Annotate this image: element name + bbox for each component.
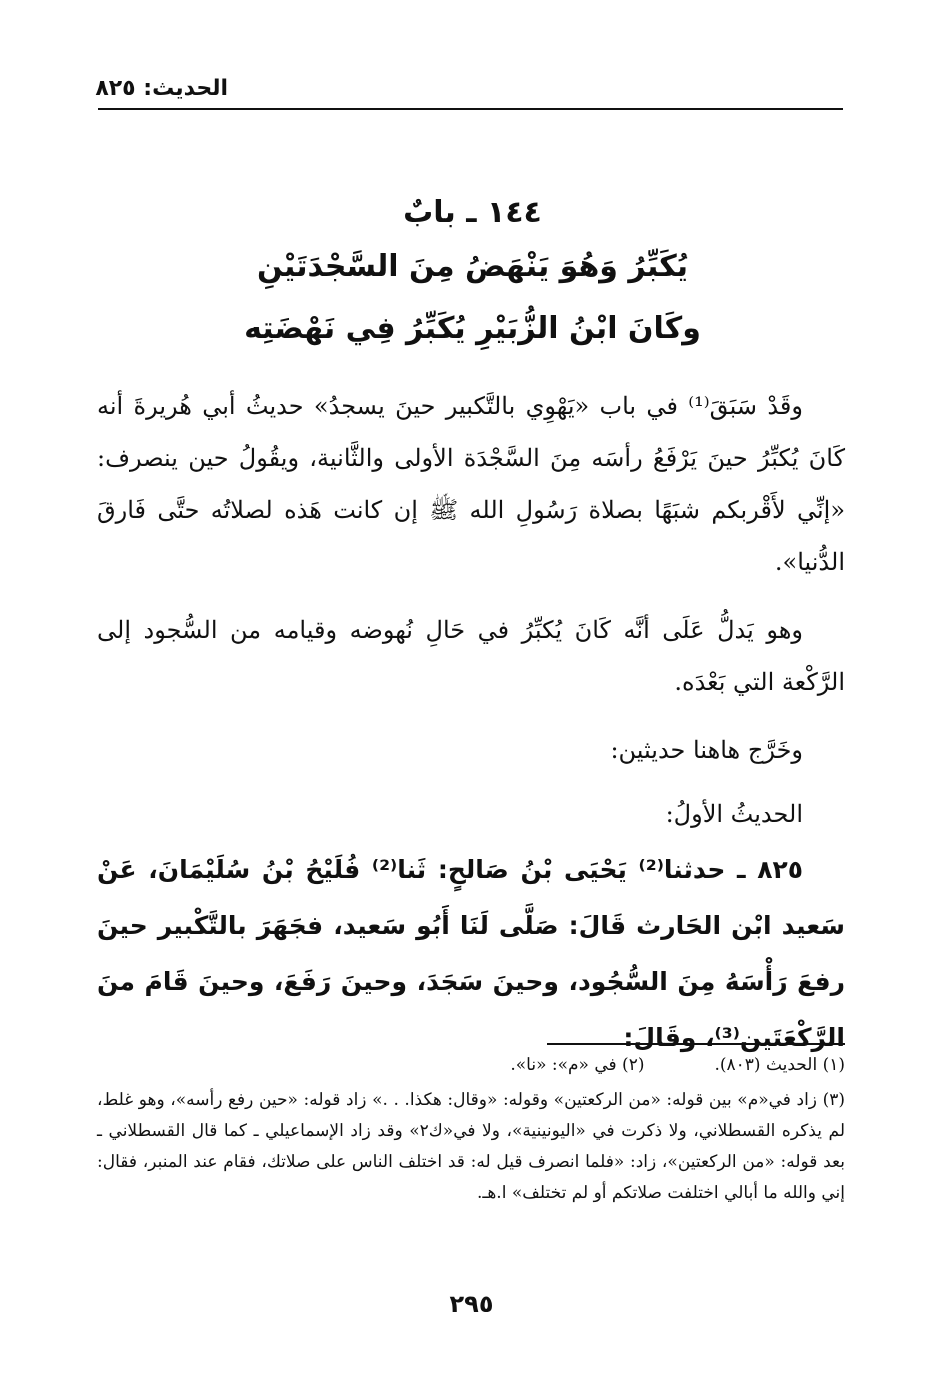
- page-number: ٢٩٥: [449, 1290, 494, 1318]
- paragraph: وقَدْ سَبَقَ⁽¹⁾ في باب «يَهْوِي بالتَّكبير حينَ يسجدُ» حديثُ أبي هُريرةَ أنه كَانَ يُكبِّرُ حينَ يَرْفَعُ رأسَه مِنَ السَّجْدَة الأولى والثَّانية، ويقُولُ حين ينصرف: «إنِّي لأَقْربكم شبَهًا بصلاة رَسُولِ الله ﷺ إن كانت هَذه لصلاتُه حتَّى فَارقَ الدُّنيا».: [97, 392, 845, 576]
- paragraph: وهو يَدلُّ عَلَى أنَّه كَانَ يُكبِّرُ في حَالِ نُهوضه وقيامه من السُّجود إلى الرَّكْعة التي بَعْدَه.: [97, 616, 845, 696]
- chapter-title-line-2: وكَانَ ابْنُ الزُّبَيْرِ يُكَبِّرُ فِي نَهْضَتِه: [244, 311, 701, 346]
- chapter-heading: [100, 190, 845, 360]
- footnotes: [97, 1050, 845, 1209]
- footnote-divider: [547, 1043, 845, 1045]
- paragraph: الحديثُ الأولُ:: [665, 800, 803, 828]
- footnote-1: (١) الحديث (٨٠٣).: [714, 1055, 845, 1075]
- footnote-3: (٣) زاد في«م» بين قوله: «من الركعتين» وقوله: «وقال: هكذا. . .» زاد قوله: «حين رفع رأسه»، وهو غلط، لم يذكره القسطلاني، ولا ذكرت في «اليونينية»، ولا في«ك٢» وقد زاد الإسماعيلي ـ كما قال القسطلاني ـ بعد قوله: «من الركعتين»، زاد: «فلما انصرف قيل له: قد اختلف الناس على صلاتك، فقام عند المنبر، فقال: إني والله ما أبالي اختلفت صلاتكم أو لم تختلف» ا.هـ.: [97, 1090, 846, 1203]
- commentary-text: [97, 380, 845, 852]
- footnote-row: [97, 1050, 845, 1081]
- footnote-2: (٢) في «م»: «نا».: [510, 1055, 645, 1075]
- chapter-number: ١٤٤ ـ بابٌ: [403, 195, 542, 230]
- hadith-text: ٨٢٥ ـ حدثنا⁽²⁾ يَحْيَى بْنُ صَالحٍ: ثَنا⁽²⁾ فُلَيْحُ بْنُ سُلَيْمَانَ، عَنْ سَعيد ابْن الحَارث قَالَ: صَلَّى لَنَا أَبُو سَعيد، فجَهَرَ بالتَّكْبير حينَ رفعَ رَأْسَهُ مِنَ السُّجُود، وحينَ سَجَدَ، وحينَ رَفَعَ، وحينَ قَامَ منَ الرَّكْعَتَين⁽³⁾، وقَالَ:: [97, 855, 845, 1052]
- running-header: [95, 76, 843, 110]
- paragraph: وخَرَّج هاهنا حديثين:: [610, 736, 803, 764]
- running-title: الحديث: ٨٢٥: [95, 76, 228, 101]
- chapter-title-line-1: يُكَبِّرُ وَهُوَ يَنْهَضُ مِنَ السَّجْدَتَيْنِ: [256, 249, 688, 284]
